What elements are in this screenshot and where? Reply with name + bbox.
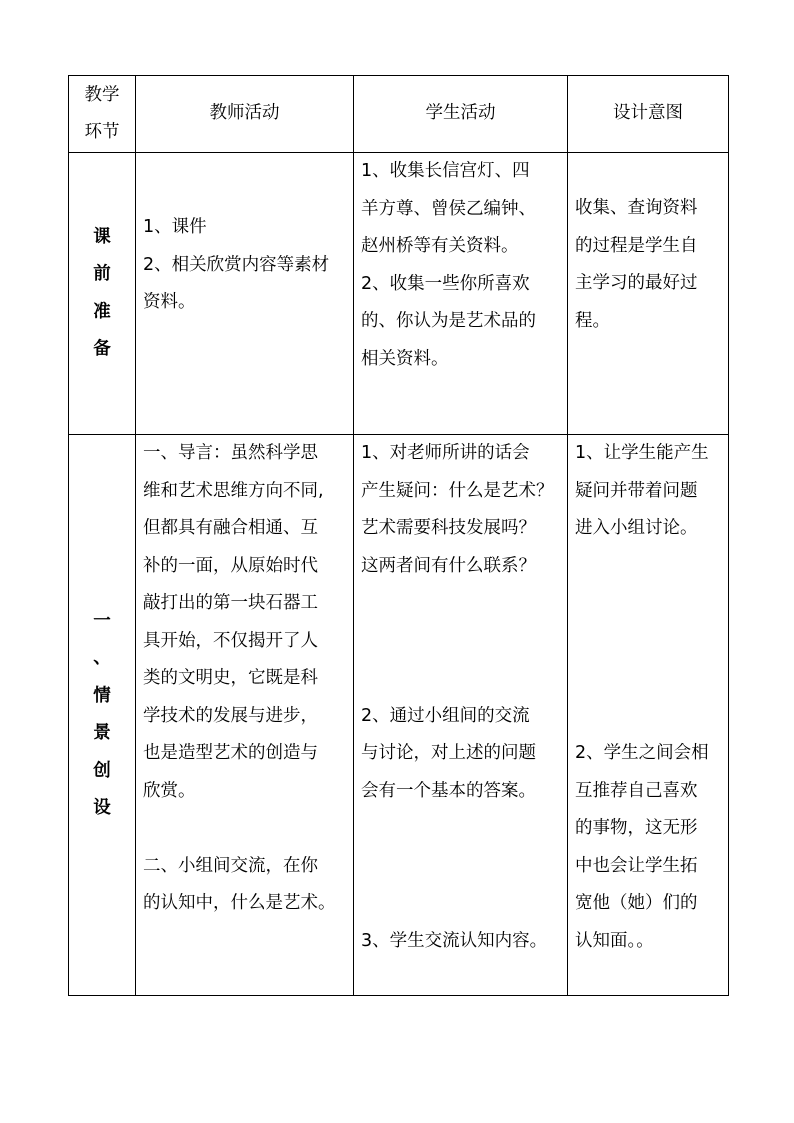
text-line: 与讨论，对上述的问题 bbox=[361, 743, 536, 763]
blank-line bbox=[143, 810, 349, 848]
teacher-activity-cell bbox=[136, 153, 354, 435]
text-line: 敲打出的第一块石器工 bbox=[143, 593, 318, 613]
blank-line bbox=[575, 698, 724, 736]
blank-line bbox=[361, 810, 563, 848]
blank-line bbox=[575, 548, 724, 586]
text-line: 宽他（她）们的 bbox=[575, 893, 698, 913]
table-row-situation bbox=[69, 435, 729, 996]
text-line: 二、小组间交流，在你 bbox=[143, 855, 318, 876]
text-line: 羊方尊、曾侯乙编钟、 bbox=[361, 198, 536, 219]
stage-char: 景 bbox=[93, 723, 111, 743]
blank-line bbox=[575, 623, 724, 661]
stage-char: 准 bbox=[93, 301, 111, 322]
text-line: 类的文明史，它既是科 bbox=[143, 668, 318, 688]
text-line: 相关资料。 bbox=[361, 348, 449, 369]
stage-char: 设 bbox=[93, 798, 111, 818]
text-line: 的过程是学生自 bbox=[575, 235, 698, 256]
stage-cell-preparation bbox=[69, 153, 136, 435]
text-line: 维和艺术思维方向不同, bbox=[143, 480, 324, 501]
text-line: 艺术需要科技发展吗？ bbox=[361, 518, 536, 538]
header-teacher: 教师活动 bbox=[136, 76, 354, 153]
stage-cell-situation bbox=[69, 435, 136, 996]
blank-line bbox=[575, 660, 724, 698]
header-student: 学生活动 bbox=[354, 76, 568, 153]
header-row bbox=[69, 76, 729, 153]
text-line: 学技术的发展与进步， bbox=[143, 705, 318, 726]
student-activity-cell bbox=[354, 435, 568, 996]
stage-char: 、 bbox=[93, 648, 111, 668]
text-line: 1、对老师所讲的话会 bbox=[361, 443, 530, 463]
design-intent-cell bbox=[568, 153, 729, 435]
text-line: 进入小组讨论。 bbox=[575, 518, 698, 538]
text-line: 2、通过小组间的交流 bbox=[361, 705, 530, 726]
text-line: 互推荐自己喜欢 bbox=[575, 780, 698, 801]
blank-line bbox=[361, 660, 563, 698]
text-line: 欣赏。 bbox=[143, 780, 196, 801]
stage-char: 情 bbox=[93, 685, 111, 706]
text-line: 也是造型艺术的创造与 bbox=[143, 743, 318, 763]
blank-line bbox=[361, 585, 563, 623]
text-line: 1、收集长信宫灯、四 bbox=[361, 161, 530, 181]
header-stage-line: 教学 bbox=[84, 85, 120, 105]
text-line: 赵州桥等有关资料。 bbox=[361, 236, 519, 256]
text-line: 一、导言：虽然科学思 bbox=[143, 443, 318, 463]
teacher-activity-cell bbox=[136, 435, 354, 996]
header-stage-line: 环节 bbox=[84, 122, 120, 142]
text-line: 的事物，这无形 bbox=[575, 818, 698, 838]
header-intent: 设计意图 bbox=[568, 76, 729, 153]
text-line: 2、学生之间会相 bbox=[575, 743, 709, 763]
blank-line bbox=[575, 585, 724, 623]
stage-char: 课 bbox=[93, 226, 111, 247]
text-line: 疑问并带着问题 bbox=[575, 480, 698, 501]
text-line: 补的一面，从原始时代 bbox=[143, 555, 318, 576]
text-line: 的认知中，什么是艺术。 bbox=[143, 893, 336, 913]
stage-char: 创 bbox=[93, 760, 111, 781]
text-line: 程。 bbox=[575, 310, 610, 331]
stage-char: 备 bbox=[93, 339, 111, 359]
text-line: 2、收集一些你所喜欢 bbox=[361, 273, 530, 294]
text-line: 资料。 bbox=[143, 292, 196, 312]
text-line: 但都具有融合相通、互 bbox=[143, 518, 318, 538]
text-line: 产生疑问：什么是艺术？ bbox=[361, 480, 554, 501]
text-line: 认知面。。 bbox=[575, 930, 654, 951]
table-row-preparation bbox=[69, 153, 729, 435]
student-activity-cell bbox=[354, 153, 568, 435]
text-line: 中也会让学生拓 bbox=[575, 855, 698, 876]
text-line: 会有一个基本的答案。 bbox=[361, 780, 536, 801]
header-stage bbox=[69, 76, 136, 153]
text-line: 3、学生交流认知内容。 bbox=[361, 930, 548, 951]
text-line: 的、你认为是艺术品的 bbox=[361, 311, 536, 331]
text-line: 1、让学生能产生 bbox=[575, 443, 709, 463]
text-line: 2、相关欣赏内容等素材 bbox=[143, 254, 330, 275]
stage-char: 前 bbox=[93, 264, 111, 284]
text-line: 收集、查询资料 bbox=[575, 198, 698, 218]
blank-line bbox=[361, 885, 563, 923]
text-line: 1、课件 bbox=[143, 217, 207, 237]
lesson-plan-table bbox=[68, 75, 729, 996]
text-line: 具开始，不仅揭开了人 bbox=[143, 630, 318, 651]
text-line: 主学习的最好过 bbox=[575, 273, 698, 293]
text-line: 这两者间有什么联系？ bbox=[361, 555, 536, 576]
blank-line bbox=[361, 848, 563, 886]
blank-line bbox=[361, 623, 563, 661]
stage-char: 一 bbox=[93, 610, 111, 631]
design-intent-cell bbox=[568, 435, 729, 996]
